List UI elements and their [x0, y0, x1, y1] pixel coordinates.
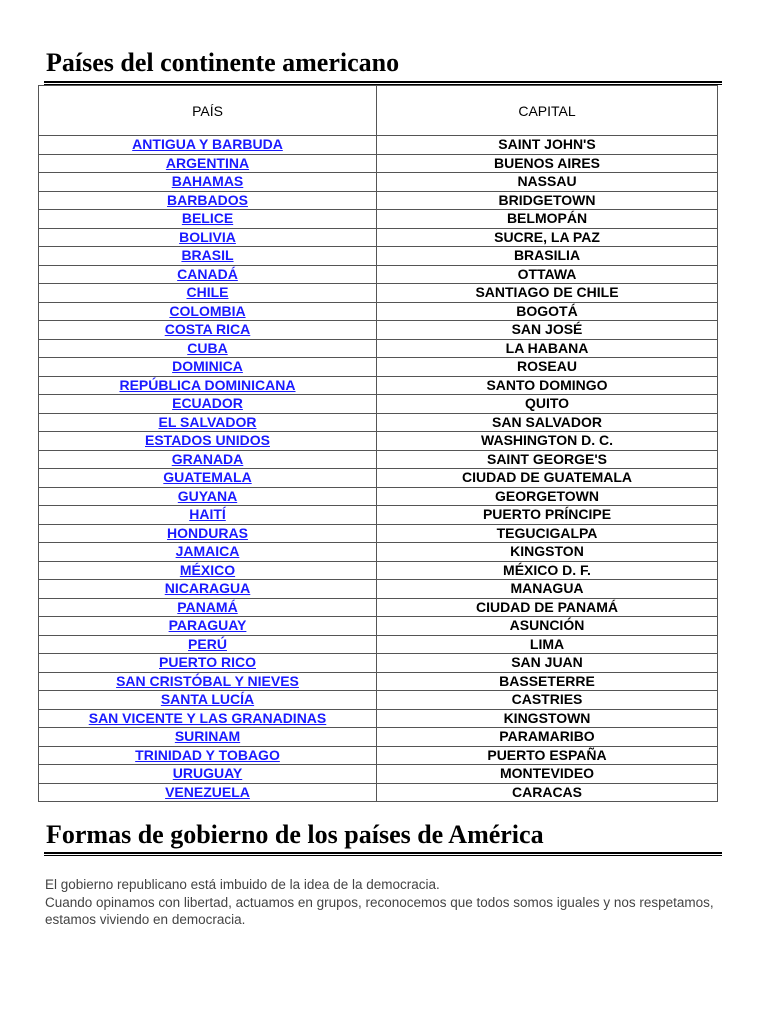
table-row — [39, 228, 718, 247]
country-link[interactable]: CUBA — [187, 339, 228, 356]
table-row — [39, 728, 718, 747]
capital-cell: GEORGETOWN — [377, 487, 718, 506]
capital-cell: CIUDAD DE PANAMÁ — [377, 598, 718, 617]
country-link[interactable]: DOMINICA — [172, 358, 243, 375]
country-cell — [39, 746, 377, 765]
country-link[interactable]: BELICE — [181, 210, 234, 227]
country-cell — [39, 580, 377, 599]
country-cell — [39, 469, 377, 488]
country-cell — [39, 228, 377, 247]
country-cell — [39, 247, 377, 266]
table-row — [39, 284, 718, 303]
table-row — [39, 691, 718, 710]
table-row — [39, 210, 718, 229]
country-link[interactable]: ARGENTINA — [165, 154, 250, 171]
capital-cell: PUERTO ESPAÑA — [377, 746, 718, 765]
country-link[interactable]: NICARAGUA — [164, 580, 251, 597]
capital-cell: BASSETERRE — [377, 672, 718, 691]
table-row — [39, 321, 718, 340]
capital-cell: SANTO DOMINGO — [377, 376, 718, 395]
table-row — [39, 432, 718, 451]
capital-cell: WASHINGTON D. C. — [377, 432, 718, 451]
country-cell — [39, 284, 377, 303]
table-row — [39, 376, 718, 395]
capital-cell: ASUNCIÓN — [377, 617, 718, 636]
capital-cell: BRIDGETOWN — [377, 191, 718, 210]
country-link[interactable]: HAITÍ — [189, 506, 226, 523]
country-cell — [39, 654, 377, 673]
capital-cell: PARAMARIBO — [377, 728, 718, 747]
country-cell — [39, 709, 377, 728]
capital-cell: MONTEVIDEO — [377, 765, 718, 784]
country-cell — [39, 191, 377, 210]
country-cell — [39, 691, 377, 710]
country-link[interactable]: REPÚBLICA DOMINICANA — [119, 376, 296, 393]
country-cell — [39, 672, 377, 691]
country-cell — [39, 487, 377, 506]
capital-cell: CIUDAD DE GUATEMALA — [377, 469, 718, 488]
table-row — [39, 487, 718, 506]
country-cell — [39, 524, 377, 543]
table-row — [39, 765, 718, 784]
table-row — [39, 154, 718, 173]
capital-cell: OTTAWA — [377, 265, 718, 284]
country-cell — [39, 765, 377, 784]
country-cell — [39, 321, 377, 340]
column-header-country: PAÍS — [39, 86, 377, 136]
countries-table — [38, 85, 718, 802]
section-title-government: Formas de gobierno de los países de América — [46, 820, 544, 849]
country-cell — [39, 783, 377, 802]
country-link[interactable]: BARBADOS — [167, 191, 248, 208]
capital-cell: CASTRIES — [377, 691, 718, 710]
table-row — [39, 506, 718, 525]
country-cell — [39, 210, 377, 229]
capital-cell: BRASILIA — [377, 247, 718, 266]
country-link[interactable]: JAMAICA — [175, 543, 240, 560]
capital-cell: ROSEAU — [377, 358, 718, 377]
country-link[interactable]: COSTA RICA — [164, 321, 251, 338]
capital-cell: SUCRE, LA PAZ — [377, 228, 718, 247]
country-link[interactable]: PANAMÁ — [177, 598, 238, 615]
capital-cell: SAINT GEORGE'S — [377, 450, 718, 469]
country-link[interactable]: BRASIL — [181, 247, 234, 264]
table-row — [39, 654, 718, 673]
country-cell — [39, 395, 377, 414]
table-row — [39, 561, 718, 580]
country-link[interactable]: URUGUAY — [172, 765, 243, 782]
section-title-countries: Países del continente americano — [46, 48, 400, 77]
table-row — [39, 395, 718, 414]
table-row — [39, 598, 718, 617]
capital-cell: BOGOTÁ — [377, 302, 718, 321]
country-link[interactable]: ESTADOS UNIDOS — [145, 432, 270, 449]
table-row — [39, 302, 718, 321]
country-link[interactable]: CANADÁ — [177, 265, 238, 282]
capital-cell: SAINT JOHN'S — [377, 136, 718, 155]
country-cell — [39, 543, 377, 562]
country-cell — [39, 617, 377, 636]
capital-cell: MANAGUA — [377, 580, 718, 599]
paragraph-line: Cuando opinamos con libertad, actuamos en grupos, reconocemos que todos somos iguales y nos respetamos, estamos viviendo en democracia. — [45, 894, 714, 927]
country-link[interactable]: PUERTO RICO — [159, 654, 256, 671]
capital-cell: BELMOPÁN — [377, 210, 718, 229]
paragraph-line: El gobierno republicano está imbuido de la idea de la democracia. — [45, 877, 440, 892]
country-cell — [39, 432, 377, 451]
capital-cell: PUERTO PRÍNCIPE — [377, 506, 718, 525]
table-row — [39, 358, 718, 377]
capital-cell: MÉXICO D. F. — [377, 561, 718, 580]
country-link[interactable]: TRINIDAD Y TOBAGO — [135, 746, 280, 763]
country-cell — [39, 358, 377, 377]
capital-cell: SANTIAGO DE CHILE — [377, 284, 718, 303]
country-cell — [39, 265, 377, 284]
country-link[interactable]: ANTIGUA Y BARBUDA — [132, 136, 283, 153]
country-link[interactable]: PERÚ — [188, 635, 227, 652]
country-cell — [39, 561, 377, 580]
country-link[interactable]: SAN CRISTÓBAL Y NIEVES — [116, 672, 299, 689]
table-row — [39, 413, 718, 432]
country-link[interactable]: GUATEMALA — [163, 469, 252, 486]
country-link[interactable]: SAN VICENTE Y LAS GRANADINAS — [88, 709, 327, 726]
government-paragraph — [45, 876, 725, 929]
capital-cell: KINGSTOWN — [377, 709, 718, 728]
country-link[interactable]: GUYANA — [177, 487, 238, 504]
capital-cell: BUENOS AIRES — [377, 154, 718, 173]
table-row — [39, 672, 718, 691]
country-link[interactable]: SANTA LUCÍA — [160, 691, 255, 708]
capital-cell: LIMA — [377, 635, 718, 654]
table-row — [39, 265, 718, 284]
country-cell — [39, 450, 377, 469]
country-cell — [39, 376, 377, 395]
table-row — [39, 136, 718, 155]
capital-cell: TEGUCIGALPA — [377, 524, 718, 543]
table-row — [39, 617, 718, 636]
table-row — [39, 524, 718, 543]
country-link[interactable]: GRANADA — [171, 450, 244, 467]
table-row — [39, 247, 718, 266]
capital-cell: SAN JOSÉ — [377, 321, 718, 340]
table-row — [39, 635, 718, 654]
capital-cell: SAN JUAN — [377, 654, 718, 673]
country-cell — [39, 173, 377, 192]
country-link[interactable]: BOLIVIA — [179, 228, 236, 245]
country-cell — [39, 635, 377, 654]
country-link[interactable]: SURINAM — [174, 728, 241, 745]
country-cell — [39, 154, 377, 173]
country-cell — [39, 136, 377, 155]
table-row — [39, 339, 718, 358]
country-link[interactable]: COLOMBIA — [169, 302, 246, 319]
country-link[interactable]: CHILE — [186, 284, 229, 301]
country-cell — [39, 339, 377, 358]
table-row — [39, 746, 718, 765]
table-row — [39, 580, 718, 599]
country-link[interactable]: EL SALVADOR — [158, 413, 257, 430]
title-divider — [44, 852, 722, 856]
capital-cell: QUITO — [377, 395, 718, 414]
table-row — [39, 450, 718, 469]
country-link[interactable]: VENEZUELA — [165, 783, 250, 800]
table-row — [39, 191, 718, 210]
country-cell — [39, 413, 377, 432]
country-link[interactable]: MÉXICO — [179, 561, 236, 578]
capital-cell: NASSAU — [377, 173, 718, 192]
country-cell — [39, 728, 377, 747]
country-link[interactable]: PARAGUAY — [168, 617, 247, 634]
column-header-capital: CAPITAL — [377, 86, 718, 136]
table-row — [39, 783, 718, 802]
table-row — [39, 173, 718, 192]
country-link[interactable]: BAHAMAS — [171, 173, 244, 190]
table-row — [39, 709, 718, 728]
capital-cell: LA HABANA — [377, 339, 718, 358]
country-link[interactable]: HONDURAS — [167, 524, 248, 541]
country-cell — [39, 506, 377, 525]
table-header-row — [39, 86, 718, 136]
capital-cell: CARACAS — [377, 783, 718, 802]
country-link[interactable]: ECUADOR — [172, 395, 243, 412]
capital-cell: SAN SALVADOR — [377, 413, 718, 432]
table-row — [39, 543, 718, 562]
country-cell — [39, 598, 377, 617]
capital-cell: KINGSTON — [377, 543, 718, 562]
table-row — [39, 469, 718, 488]
country-cell — [39, 302, 377, 321]
